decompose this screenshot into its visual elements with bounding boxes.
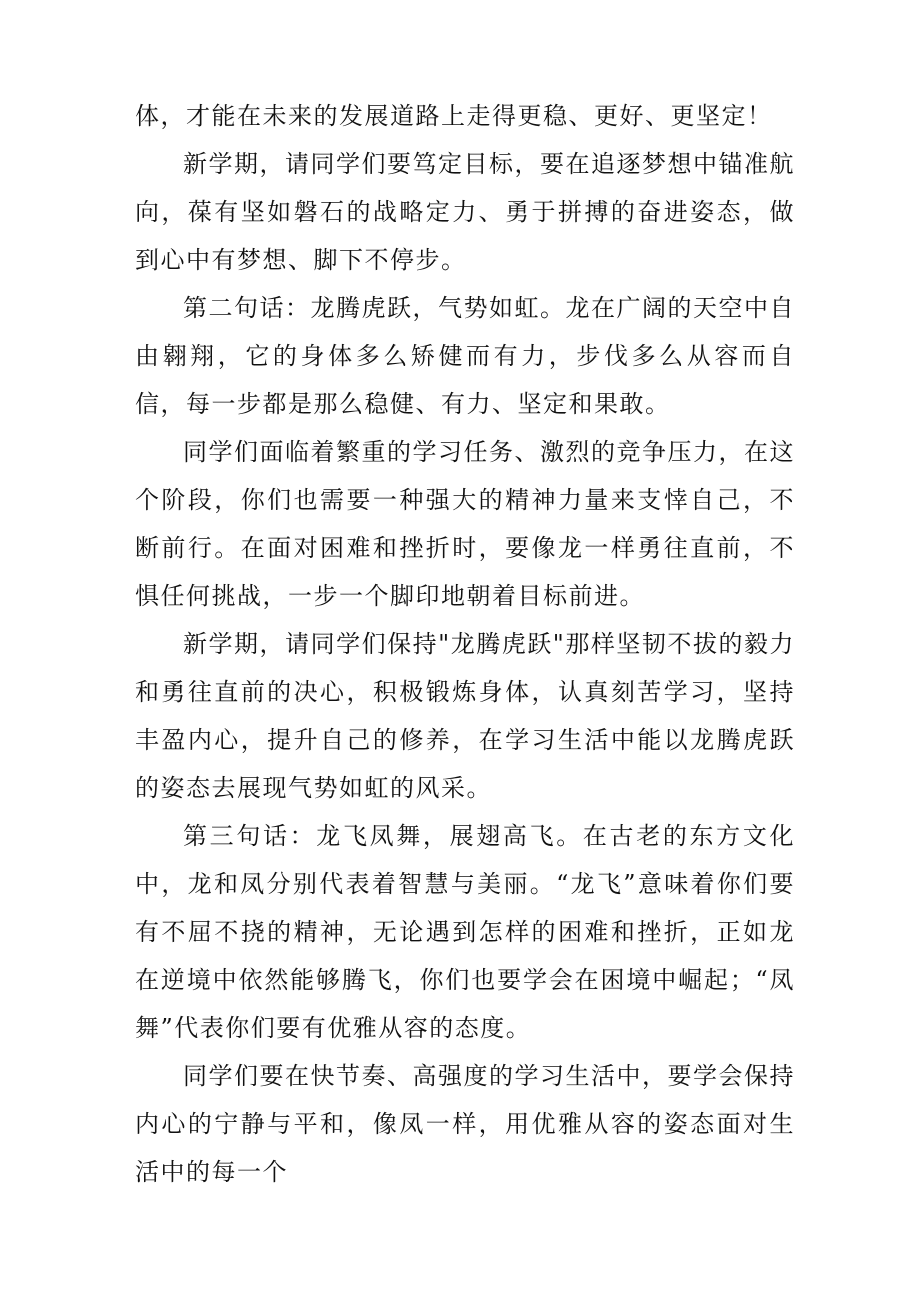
paragraph-study-pressure: 同学们面临着繁重的学习任务、激烈的竞争压力，在这个阶段，你们也需要一种强大的精神力量来支悻自己，不断前行。在面对困难和挫折时，要像龙一样勇往直前，不惧任何挑战，一步一个脚印地朝着目标前进。 (135, 438, 795, 610)
paragraph-continuation: 体，才能在未来的发展道路上走得更稳、更好、更坚定！ (135, 102, 773, 130)
document-body (135, 92, 795, 1196)
paragraph-third-saying: 第三句话：龙飞凤舞，展翅高飞。在古老的东方文化中，龙和凤分别代表着智慧与美丽。“龙飞”意味着你们要有不屈不挠的精神，无论遇到怎样的困难和挫折，正如龙在逆境中依然能够腾飞，你们也要学会在困境中崛起；“凤舞”代表你们要有优雅从容的态度。 (135, 822, 795, 1042)
paragraph-inner-calm: 同学们要在快节奏、高强度的学习生活中，要学会保持内心的宁静与平和，像凤一样，用优雅从容的姿态面对生活中的每一个 (135, 1062, 795, 1186)
paragraph-new-semester-perseverance: 新学期，请同学们保持"龙腾虎跃"那样坚韧不拔的毅力和勇往直前的决心，积极锻炼身体，认真刻苦学习，坚持丰盈内心，提升自己的修养，在学习生活中能以龙腾虎跃的姿态去展现气势如虹的风采。 (135, 630, 795, 802)
paragraph-new-semester-goals: 新学期，请同学们要笃定目标，要在追逐梦想中锚准航向，葆有坚如磐石的战略定力、勇于拼搏的奋进姿态，做到心中有梦想、脚下不停步。 (135, 150, 795, 274)
paragraph-second-saying: 第二句话：龙腾虎跃，气势如虹。龙在广阔的天空中自由翱翔，它的身体多么矫健而有力，步伐多么从容而自信，每一步都是那么稳健、有力、坚定和果敢。 (135, 294, 795, 418)
